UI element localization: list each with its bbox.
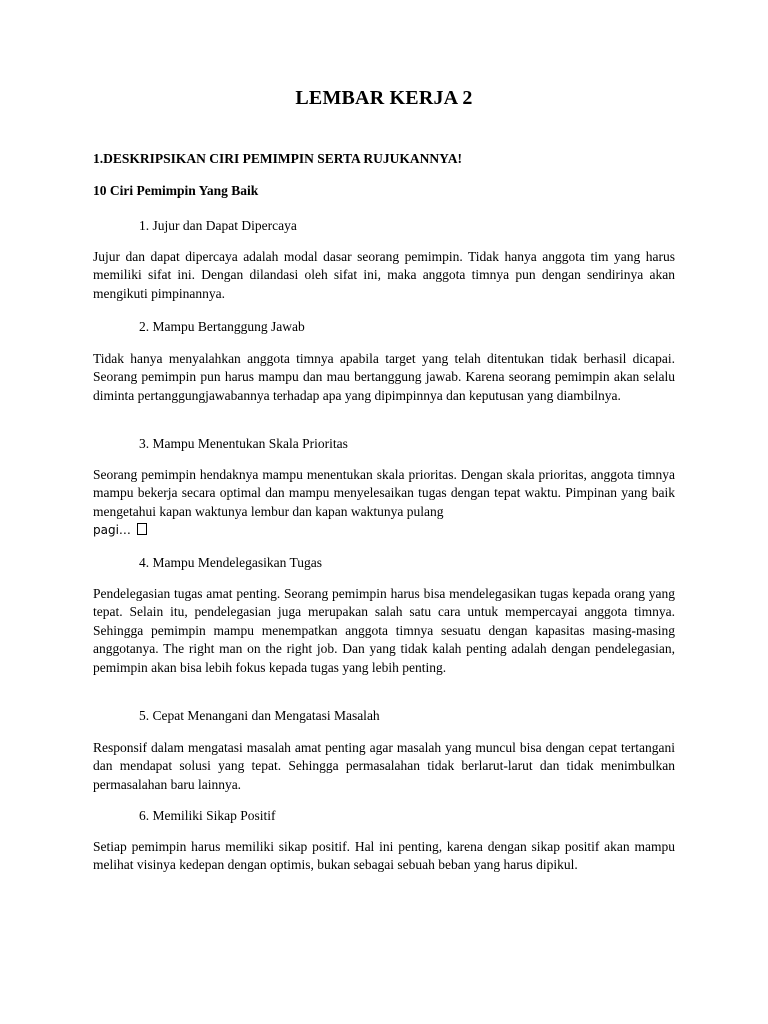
item-heading-5: 5. Cepat Menangani dan Mengatasi Masalah — [139, 708, 380, 723]
item-heading-4: 4. Mampu Mendelegasikan Tugas — [139, 555, 322, 570]
document-title: LEMBAR KERJA 2 — [295, 87, 473, 109]
missing-glyph-icon — [137, 523, 147, 535]
item-body-6: Setiap pemimpin harus memiliki sikap positif. Hal ini penting, karena dengan sikap positif akan mampu melihat visinya kedepan dengan optimis, bukan sebagai sebuah beban yang harus dipikul. — [93, 839, 675, 873]
item-body-4: Pendelegasian tugas amat penting. Seorang pemimpin harus bisa mendelegasikan tugas kepada orang yang tepat. Selain itu, pendelegasian juga merupakan salah satu cara untuk mempercayai anggota timnya. Sehingga pemimpin mampu menempatkan anggota timnya sesuatu dengan kapasitas masing-masing anggotanya. The right man on the right job. Dan yang tidak kalah penting adalah dengan pendelegasian, pemimpin akan bisa lebih fokus kepada tugas yang lebih penting. — [93, 586, 675, 675]
item-body-3-text: Seorang pemimpin hendaknya mampu menentukan skala prioritas. Dengan skala prioritas, anggota timnya mampu bekerja secara optimal dan mampu menyelesaikan tugas dengan tepat waktu. Pimpinan yang baik mengetahui kapan waktunya lembur dan kapan waktunya pulang — [93, 467, 675, 519]
item-body-3-tail: pagi… — [93, 523, 131, 538]
item-heading-2: 2. Mampu Bertanggung Jawab — [139, 319, 305, 334]
item-body-3 — [93, 466, 675, 540]
item-heading-6: 6. Memiliki Sikap Positif — [139, 808, 276, 823]
section-subtitle: 10 Ciri Pemimpin Yang Baik — [93, 183, 259, 198]
item-body-1: Jujur dan dapat dipercaya adalah modal dasar seorang pemimpin. Tidak hanya anggota tim yang harus memiliki sifat ini. Dengan dilandasi oleh sifat ini, maka anggota timnya pun dengan sendirinya akan mengikuti pimpinannya. — [93, 249, 675, 301]
item-heading-3: 3. Mampu Menentukan Skala Prioritas — [139, 436, 348, 451]
question-heading: 1.DESKRIPSIKAN CIRI PEMIMPIN SERTA RUJUKANNYA! — [93, 151, 462, 166]
item-body-2: Tidak hanya menyalahkan anggota timnya apabila target yang telah ditentukan tidak berhasil dicapai. Seorang pemimpin pun harus mampu dan mau bertanggung jawab. Karena seorang pemimpin akan selalu diminta pertanggungjawabannya terhadap apa yang dipimpinnya dan keputusan yang diambilnya. — [93, 351, 675, 403]
item-heading-1: 1. Jujur dan Dapat Dipercaya — [139, 218, 297, 233]
item-body-5: Responsif dalam mengatasi masalah amat penting agar masalah yang muncul bisa dengan cepat tertangani dan mendapat solusi yang tepat. Sehingga permasalahan tidak berlarut-larut dan tidak menimbulkan permasalahan baru lainnya. — [93, 740, 675, 792]
